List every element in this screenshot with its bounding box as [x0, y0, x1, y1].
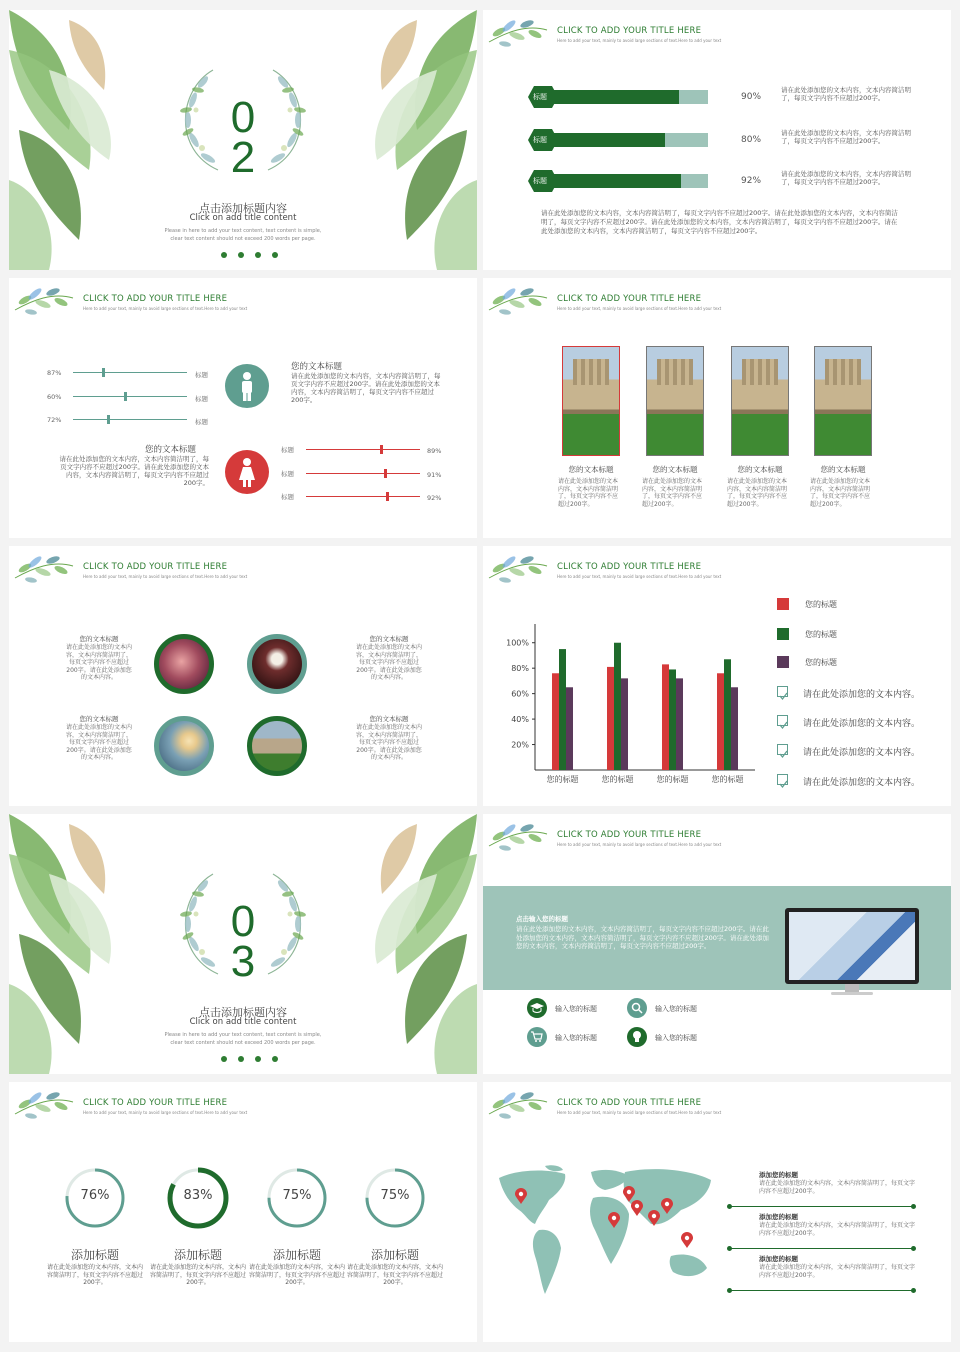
bar-label: 标题: [533, 177, 547, 185]
entry-divider: [729, 1206, 913, 1207]
map-pin-icon[interactable]: [608, 1212, 620, 1228]
bar-percent: 80%: [741, 135, 762, 145]
dot: [255, 1056, 261, 1062]
bar-percent: 90%: [741, 92, 762, 102]
sprig-decoration: [487, 1084, 553, 1126]
header-subtitle: Here to add your text, mainly to avoid large sections of text.Here to add your text: [557, 306, 722, 311]
y-tick-label: 40%: [511, 715, 529, 725]
sprig-decoration: [13, 548, 79, 590]
entry-title: 添加您的标题: [759, 1213, 798, 1221]
card-building: [825, 359, 861, 385]
section-number-top: 0: [230, 897, 256, 946]
banner-text: 请在此处添加您的文本内容，文本内容简洁明了，每页文字内容不应超过200字。请在此处添加您的文本内容，文本内容简洁明了，每页文字内容不应超过200字。请在此处添加您的文本内容，文本内容简洁明了，每页文字内容不应超过200字。: [516, 925, 769, 950]
block-text: 请在此处添加您的文本内容，文本内容简洁明了，每页文字内容不应超过200字。请在此处添加您的文本内容。: [66, 724, 133, 761]
bar-track: [553, 133, 708, 147]
block-text: 请在此处添加您的文本内容，文本内容简洁明了，每页文字内容不应超过200字。请在此处添加您的文本内容。: [356, 644, 423, 681]
entry-text: 请在此处添加您的文本内容，文本内容简洁明了，每页文字内容不应超过200字。: [759, 1264, 916, 1279]
icon-item-label: 输入您的标题: [655, 1034, 697, 1042]
dots-indicator: [221, 252, 278, 258]
header-subtitle: Here to add your text, mainly to avoid large sections of text.Here to add your text: [557, 842, 722, 847]
header-subtitle: Here to add your text, mainly to avoid large sections of text.Here to add your text: [557, 574, 722, 579]
card-text: 请在此处添加您的文本内容，文本内容简洁明了，每页文字内容不应超过200字。: [558, 478, 619, 508]
header-title: CLICK TO ADD YOUR TITLE HERE: [557, 294, 702, 304]
slider-handle[interactable]: [380, 445, 383, 454]
female-title: 您的文本标题: [145, 445, 197, 455]
checklist-item: 请在此处添加您的文本内容。: [803, 690, 921, 700]
ring-title: 添加标题: [173, 1248, 222, 1262]
desc-line-2: clear text content should not exceed 200 words per page.: [170, 236, 316, 242]
slider-label: 标题: [281, 446, 294, 454]
legend-label: 您的标题: [805, 630, 837, 639]
card-title: 您的文本标题: [652, 465, 698, 474]
card-text: 请在此处添加您的文本内容，文本内容简洁明了，每页文字内容不应超过200字。: [642, 478, 703, 508]
ring-title: 添加标题: [272, 1248, 321, 1262]
north-america-shape: [499, 1171, 565, 1224]
card-building: [742, 359, 778, 385]
entry-title: 添加您的标题: [759, 1171, 798, 1179]
ring-title: 添加标题: [370, 1248, 419, 1262]
bar-2-0: [662, 664, 669, 770]
ring-text: 请在此处添加您的文本内容，文本内容简洁明了，每页文字内容不应超过200字。: [347, 1264, 444, 1286]
circle-image-book: [154, 716, 214, 776]
monitor-screen: [785, 908, 919, 984]
desc-line-1: Please in here to add your text content, text content is simple,: [164, 1032, 322, 1038]
female-text: 请在此处添加您的文本内容，文本内容简洁明了，每页文字内容不应超过200字。请在此处添加您的文本内容，文本内容简洁明了，每页文字内容不应超过200字。: [59, 455, 209, 487]
bar-fill: [553, 133, 665, 147]
bar-track: [553, 174, 708, 188]
slide-world-map[interactable]: [483, 1082, 951, 1342]
ring-percent: 75%: [380, 1188, 410, 1203]
bar-0-1: [559, 649, 566, 770]
checkbox[interactable]: [777, 744, 788, 755]
x-tick-label: 您的标题: [656, 775, 689, 784]
legend-swatch: [777, 598, 789, 610]
slide-building-cards[interactable]: [483, 278, 951, 538]
card-image: [814, 346, 872, 456]
section-number: [9, 897, 477, 986]
slider-label: 标题: [281, 493, 294, 501]
asia-shape: [624, 1169, 711, 1224]
slider-label: 标题: [195, 395, 208, 403]
dot: [238, 252, 244, 258]
bar-text: 请在此处添加您的文本内容，文本内容简洁明了，每页文字内容不应超过200字。: [781, 86, 911, 102]
header-subtitle: Here to add your text, mainly to avoid large sections of text.Here to add your text: [83, 574, 248, 579]
map-pin-icon[interactable]: [515, 1188, 527, 1204]
checkbox[interactable]: [777, 686, 788, 697]
monitor-base: [831, 992, 873, 995]
slider-percent: 72%: [47, 416, 62, 424]
icon-item-label: 输入您的标题: [655, 1005, 697, 1013]
map-pin-icon[interactable]: [648, 1210, 660, 1226]
block-text: 请在此处添加您的文本内容，文本内容简洁明了，每页文字内容不应超过200字。请在此处添加您的文本内容。: [66, 644, 133, 681]
slider-percent: 92%: [427, 494, 442, 502]
header-subtitle: Here to add your text, mainly to avoid large sections of text.Here to add your text: [557, 1110, 722, 1115]
entry-divider: [729, 1248, 913, 1249]
header-subtitle: Here to add your text, mainly to avoid large sections of text.Here to add your text: [83, 306, 248, 311]
entry-dot: [911, 1204, 916, 1209]
bar-2-1: [669, 669, 676, 770]
sprig-decoration: [487, 12, 553, 54]
section-number-top: 0: [230, 93, 256, 142]
dot: [255, 252, 261, 258]
greenland-shape: [545, 1165, 563, 1171]
x-tick-label: 您的标题: [546, 775, 579, 784]
south-america-shape: [533, 1230, 561, 1294]
slider-handle[interactable]: [107, 415, 110, 424]
dot: [221, 1056, 227, 1062]
legend-label: 您的标题: [805, 658, 837, 667]
map-pin-icon[interactable]: [661, 1198, 673, 1214]
circle-image-architecture: [154, 634, 214, 694]
section-number: [9, 93, 477, 182]
ring-text: 请在此处添加您的文本内容，文本内容简洁明了，每页文字内容不应超过200字。: [47, 1264, 144, 1286]
cart-icon[interactable]: [527, 1027, 547, 1047]
card-text: 请在此处添加您的文本内容，文本内容简洁明了，每页文字内容不应超过200字。: [727, 478, 788, 508]
slider-label: 标题: [281, 470, 294, 478]
ring-text: 请在此处添加您的文本内容，文本内容简洁明了，每页文字内容不应超过200字。: [249, 1264, 346, 1286]
header-title: CLICK TO ADD YOUR TITLE HERE: [557, 1098, 702, 1108]
map-pin-icon[interactable]: [631, 1200, 643, 1216]
ring-percent: 75%: [282, 1188, 312, 1203]
bar-3-2: [731, 687, 738, 770]
slide-progress-bars[interactable]: [483, 10, 951, 270]
checklist-item: 请在此处添加您的文本内容。: [803, 748, 921, 758]
bar-track: [553, 90, 708, 104]
bar-1-0: [607, 667, 614, 770]
slider-label: 标题: [195, 418, 208, 426]
monitor-stand: [845, 984, 859, 992]
title-en: Click on add title content: [189, 213, 297, 223]
male-text: 请在此处添加您的文本内容，文本内容简洁明了，每页文字内容不应超过200字。请在此处添加您的文本内容，文本内容简洁明了，每页文字内容不应超过200字。: [291, 372, 441, 404]
block-title: 您的文本标题: [369, 635, 409, 643]
desc-line-2: clear text content should not exceed 200 words per page.: [170, 1040, 316, 1046]
x-tick-label: 您的标题: [711, 775, 744, 784]
entry-title: 添加您的标题: [759, 1255, 798, 1263]
icon-item-label: 输入您的标题: [555, 1034, 597, 1042]
entry-text: 请在此处添加您的文本内容，文本内容简洁明了，每页文字内容不应超过200字。: [759, 1180, 916, 1195]
bar-3-0: [717, 673, 724, 770]
slider-handle[interactable]: [124, 392, 127, 401]
ring-text: 请在此处添加您的文本内容，文本内容简洁明了，每页文字内容不应超过200字。: [150, 1264, 247, 1286]
slider-track: [306, 473, 420, 474]
checkbox[interactable]: [777, 715, 788, 726]
block-title: 您的文本标题: [79, 635, 119, 643]
title-en: Click on add title content: [189, 1017, 297, 1027]
bar-label: 标题: [533, 93, 547, 101]
x-tick-label: 您的标题: [601, 775, 634, 784]
paragraph: 请在此处添加您的文本内容，文本内容简洁明了，每页文字内容不应超过200字。请在此处添加您的文本内容，文本内容简洁明了，每页文字内容不应超过200字。请在此处添加您的文本内容，文本内容简洁明了，每页文字内容不应超过200字。请在此处添加您的文本内容，文本内容简洁明了，每页文字内容不应超过200字。: [541, 209, 898, 235]
bar-chart: [483, 546, 951, 806]
header-subtitle: Here to add your text, mainly to avoid large sections of text.Here to add your text: [557, 38, 722, 43]
card-title: 您的文本标题: [820, 465, 866, 474]
title-cn: 点击添加标题内容: [199, 1006, 287, 1019]
entry-dot: [911, 1246, 916, 1251]
slide-circle-images[interactable]: [9, 546, 477, 806]
slider-percent: 91%: [427, 471, 442, 479]
y-tick-label: 60%: [511, 689, 529, 699]
block-text: 请在此处添加您的文本内容，文本内容简洁明了，每页文字内容不应超过200字。请在此处添加您的文本内容。: [356, 724, 423, 761]
bar-0-2: [566, 687, 573, 770]
sprig-decoration: [487, 816, 553, 858]
slide-gender-comparison[interactable]: [9, 278, 477, 538]
slider-label: 标题: [195, 371, 208, 379]
entry-dot: [911, 1288, 916, 1293]
card-image: [731, 346, 789, 456]
entry-divider: [729, 1290, 913, 1291]
banner-title: 点击输入您的标题: [516, 915, 568, 923]
legend-label: 您的标题: [805, 600, 837, 609]
map-pin-icon[interactable]: [681, 1232, 693, 1248]
card-image: [646, 346, 704, 456]
block-title: 您的文本标题: [79, 715, 119, 723]
header-title: CLICK TO ADD YOUR TITLE HERE: [83, 1098, 228, 1108]
bar-2-2: [676, 678, 683, 770]
header-title: CLICK TO ADD YOUR TITLE HERE: [557, 830, 702, 840]
slide-banner-monitor[interactable]: [483, 814, 951, 1074]
australia-shape: [670, 1255, 707, 1277]
dot: [272, 252, 278, 258]
bar-fill: [553, 174, 681, 188]
entry-dot: [727, 1288, 732, 1293]
bar-3-1: [724, 659, 731, 770]
header-title: CLICK TO ADD YOUR TITLE HERE: [83, 294, 228, 304]
ring-percent: 83%: [183, 1188, 213, 1203]
card-title: 您的文本标题: [568, 465, 614, 474]
entry-dot: [727, 1246, 732, 1251]
ring-percent: 76%: [80, 1188, 110, 1203]
bar-0-0: [552, 673, 559, 770]
dot: [272, 1056, 278, 1062]
header-title: CLICK TO ADD YOUR TITLE HERE: [557, 26, 702, 36]
title-cn: 点击添加标题内容: [199, 202, 287, 215]
sprig-decoration: [13, 1084, 79, 1126]
legend-swatch: [777, 656, 789, 668]
slider-track: [73, 419, 187, 420]
circle-image-interior: [247, 634, 307, 694]
slider-percent: 89%: [427, 447, 442, 455]
bar-label: 标题: [533, 136, 547, 144]
slider-track: [306, 449, 420, 450]
slider-track: [73, 396, 187, 397]
section-number-bottom: 2: [230, 133, 256, 182]
ring-title: 添加标题: [70, 1248, 119, 1262]
slider-percent: 60%: [47, 393, 62, 401]
entry-text: 请在此处添加您的文本内容，文本内容简洁明了，每页文字内容不应超过200字。: [759, 1222, 916, 1237]
dots-indicator: [221, 1056, 278, 1062]
sprig-decoration: [487, 280, 553, 322]
graduation-cap-icon[interactable]: [527, 998, 547, 1018]
legend-swatch: [777, 628, 789, 640]
bar-percent: 92%: [741, 176, 762, 186]
y-tick-label: 100%: [506, 638, 529, 648]
slide-section-03[interactable]: [9, 814, 477, 1074]
icon-item-label: 输入您的标题: [555, 1005, 597, 1013]
card-title: 您的文本标题: [737, 465, 783, 474]
checklist-item: 请在此处添加您的文本内容。: [803, 778, 921, 788]
male-title: 您的文本标题: [291, 362, 343, 372]
bar-1-1: [614, 643, 621, 770]
slide-bar-chart[interactable]: [483, 546, 951, 806]
slider-handle[interactable]: [102, 368, 105, 377]
slider-track: [306, 496, 420, 497]
bar-text: 请在此处添加您的文本内容，文本内容简洁明了，每页文字内容不应超过200字。: [781, 129, 911, 145]
bar-1-2: [621, 678, 628, 770]
bar-text: 请在此处添加您的文本内容，文本内容简洁明了，每页文字内容不应超过200字。: [781, 170, 911, 186]
female-icon: [225, 450, 269, 494]
header-title: CLICK TO ADD YOUR TITLE HERE: [83, 562, 228, 572]
card-building: [573, 359, 609, 385]
header-subtitle: Here to add your text, mainly to avoid large sections of text.Here to add your text: [83, 1110, 248, 1115]
block-title: 您的文本标题: [369, 715, 409, 723]
slide-section-02[interactable]: [9, 10, 477, 270]
male-icon: [225, 364, 269, 408]
card-text: 请在此处添加您的文本内容，文本内容简洁明了，每页文字内容不应超过200字。: [810, 478, 871, 508]
header-title: CLICK TO ADD YOUR TITLE HERE: [557, 562, 702, 572]
checkbox[interactable]: [777, 774, 788, 785]
desc-line-1: Please in here to add your text content, text content is simple,: [164, 228, 322, 234]
monitor-image: [789, 912, 915, 980]
section-number-bottom: 3: [230, 937, 256, 986]
dot: [221, 252, 227, 258]
slide-ring-percent[interactable]: [9, 1082, 477, 1342]
y-tick-label: 20%: [511, 740, 529, 750]
circle-image-campus: [247, 716, 307, 776]
slider-percent: 87%: [47, 369, 62, 377]
bulb-icon[interactable]: [627, 1027, 647, 1047]
search-icon[interactable]: [627, 998, 647, 1018]
bar-fill: [553, 90, 679, 104]
africa-shape: [590, 1197, 629, 1264]
slider-handle[interactable]: [386, 492, 389, 501]
slider-handle[interactable]: [384, 469, 387, 478]
sprig-decoration: [13, 280, 79, 322]
y-tick-label: 80%: [511, 664, 529, 674]
entry-dot: [727, 1204, 732, 1209]
dot: [238, 1056, 244, 1062]
checklist-item: 请在此处添加您的文本内容。: [803, 719, 921, 729]
slider-track: [73, 372, 187, 373]
card-image: [562, 346, 620, 456]
card-building: [657, 359, 693, 385]
